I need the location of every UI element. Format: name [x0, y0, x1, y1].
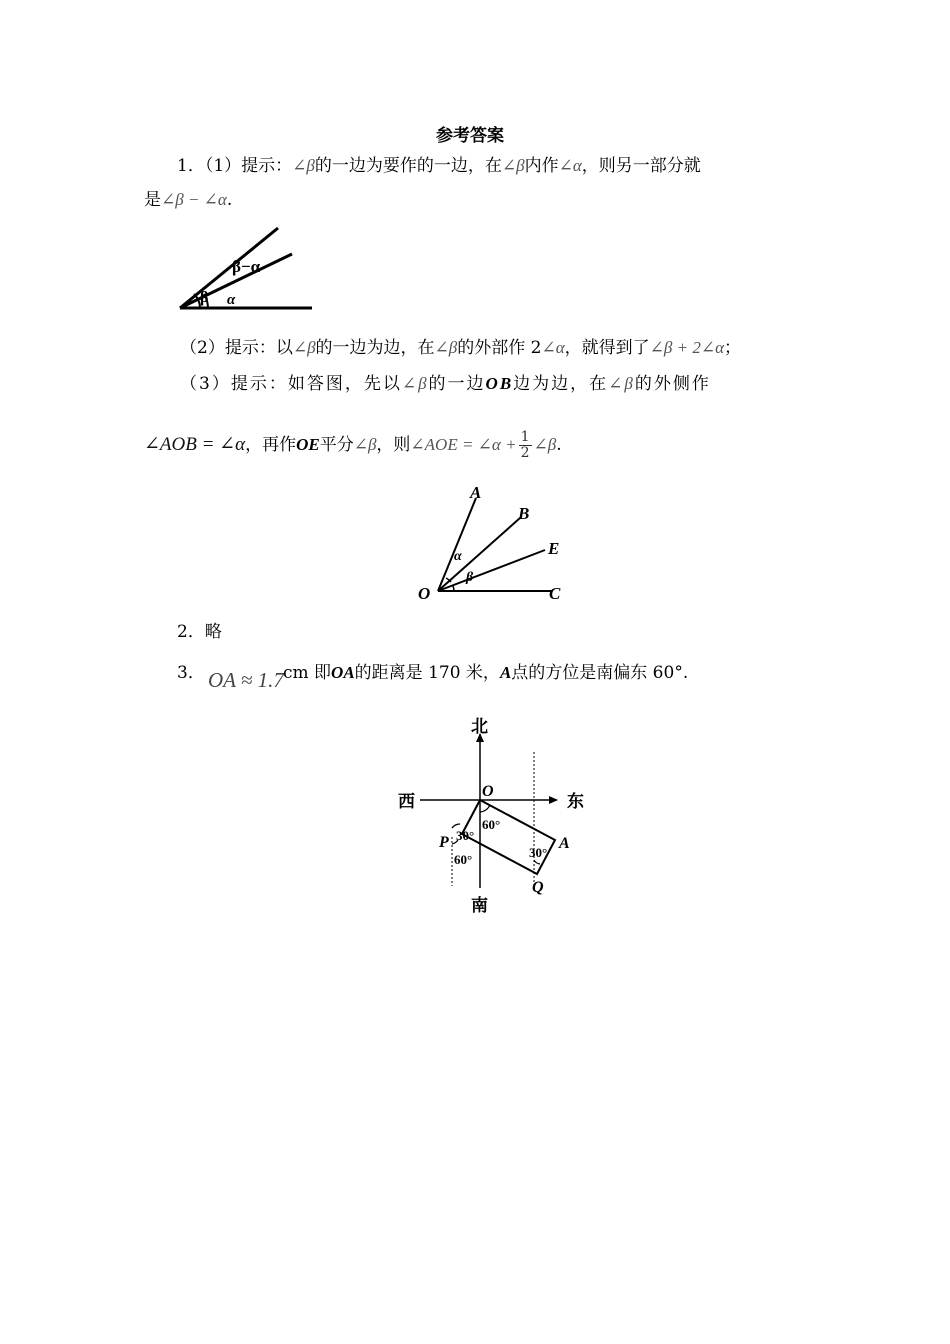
fig3-label-south: 南: [471, 896, 488, 915]
q1-p1-text: .: [226, 190, 233, 210]
fig2-label-beta: β: [466, 570, 474, 585]
q3-math: [208, 668, 284, 692]
math-aob-eq-alpha: ∠AOB = ∠α: [144, 434, 246, 455]
fig3-angle-o: 60°: [482, 817, 501, 832]
fig3-label-q: Q: [532, 879, 544, 896]
q1-p2-text: ；: [724, 338, 742, 358]
q1-p3-label: （3）提示：如答图，先以: [180, 374, 402, 394]
fig2-label-b: B: [518, 504, 530, 523]
fig3-label-p: P: [439, 834, 449, 851]
q3-number: 3．: [177, 663, 205, 683]
q1-p2-text: 的外部作 2: [457, 338, 542, 358]
page-title: 参考答案: [436, 126, 504, 146]
q1-p3-text: ，则: [376, 435, 411, 455]
q1-p3-text: 边为边，在: [513, 374, 609, 394]
fig2-label-alpha: α: [454, 549, 462, 564]
fig3-angle-p-lower: 60°: [454, 852, 473, 867]
math-angle-alpha: ∠α: [541, 338, 565, 357]
label-oe: OE: [296, 435, 320, 454]
q1-part1-line2: [144, 189, 232, 211]
q1-p3-text: ，再作: [245, 435, 297, 455]
label-oa: OA: [331, 663, 355, 682]
math-angle-beta: ∠β: [292, 156, 315, 175]
q3-text: 的距离是 170 米，: [354, 663, 500, 683]
figure-angle-subtraction: [170, 220, 330, 320]
q1-p3-text: 的一边: [428, 374, 486, 394]
fig2-label-c: C: [549, 584, 561, 603]
q1-part2-line: [180, 337, 741, 359]
fig3-label-o: O: [482, 783, 494, 800]
q3-text: 点的方位是南偏东 60°.: [511, 663, 689, 683]
q1-p1-label: （1）提示：: [204, 156, 293, 176]
fig3-label-east: 东: [567, 792, 584, 811]
math-oa-approx: OA ≈ 1.7: [208, 668, 284, 692]
fig1-label-beta: β: [200, 289, 209, 306]
fig3-label-a: A: [559, 835, 570, 852]
q1-p1-text: 内作: [524, 156, 559, 176]
math-angle-beta: ∠β: [533, 435, 557, 454]
fig2-label-a: A: [470, 483, 482, 502]
q3-line-number: [177, 662, 205, 684]
fig3-label-west: 西: [398, 792, 415, 811]
q1-p2-label: （2）提示：以: [180, 338, 293, 358]
math-angle-beta: ∠β: [501, 156, 525, 175]
math-angle-beta: ∠β: [401, 374, 429, 393]
fig1-label-beta-minus-alpha: β−α: [232, 257, 261, 276]
q3-line-text: [283, 662, 688, 684]
q1-p2-text: ，就得到了: [564, 338, 650, 358]
math-angle-beta: ∠β: [292, 338, 316, 357]
fig3-angle-p-upper: 30°: [456, 828, 475, 843]
q3-text: cm 即: [283, 663, 332, 683]
q2-text: 略: [204, 622, 222, 642]
math-angle-alpha: ∠α: [558, 156, 582, 175]
q1-p1-text: ，则另一部分就: [581, 156, 701, 176]
q1-part1-line1: [177, 155, 701, 177]
figure-angle-bisector: [412, 478, 572, 606]
math-angle-beta: ∠β: [353, 435, 377, 454]
q1-part3-line1: [180, 373, 711, 395]
q1-p1-text: 的一边为要作的一边，在: [314, 156, 502, 176]
fraction-numerator: 1: [520, 429, 530, 445]
fig2-ray-ob: [438, 518, 520, 591]
math-angle-beta: ∠β: [608, 374, 635, 393]
q1-p2-text: 的一边为边，在: [315, 338, 435, 358]
q1-p3-text: .: [556, 435, 562, 455]
fig2-label-o: O: [418, 584, 431, 603]
q2-line: [177, 621, 222, 643]
label-ob: OB: [485, 374, 514, 393]
q1-number: 1．: [177, 156, 205, 176]
fig3-label-north: 北: [471, 717, 488, 736]
q1-p1-text: 是: [144, 190, 161, 210]
fig3-arc-a: [534, 860, 540, 864]
q2-number: 2．: [177, 622, 205, 642]
math-angle-beta: ∠β: [434, 338, 458, 357]
fig1-label-alpha: α: [227, 292, 236, 308]
label-a: A: [499, 663, 512, 682]
q1-part3-line2: [144, 430, 562, 461]
math-aoe-expression: ∠AOE = ∠α +: [410, 435, 517, 454]
fig3-arc-o: [480, 805, 490, 812]
fraction-one-half: [519, 430, 532, 461]
fig3-angle-a: 30°: [529, 845, 548, 860]
fraction-denominator: 2: [520, 445, 530, 461]
figure-compass-bearing: [392, 712, 592, 916]
math-beta-minus-alpha: ∠β − ∠α: [161, 190, 227, 209]
q1-p3-text: 的外侧作: [634, 374, 711, 394]
q1-p3-text: 平分: [319, 435, 354, 455]
fig2-label-e: E: [548, 539, 560, 558]
fig3-rectangle-oaqp: [462, 800, 555, 874]
math-beta-plus-2alpha: ∠β + 2∠α: [649, 338, 725, 357]
